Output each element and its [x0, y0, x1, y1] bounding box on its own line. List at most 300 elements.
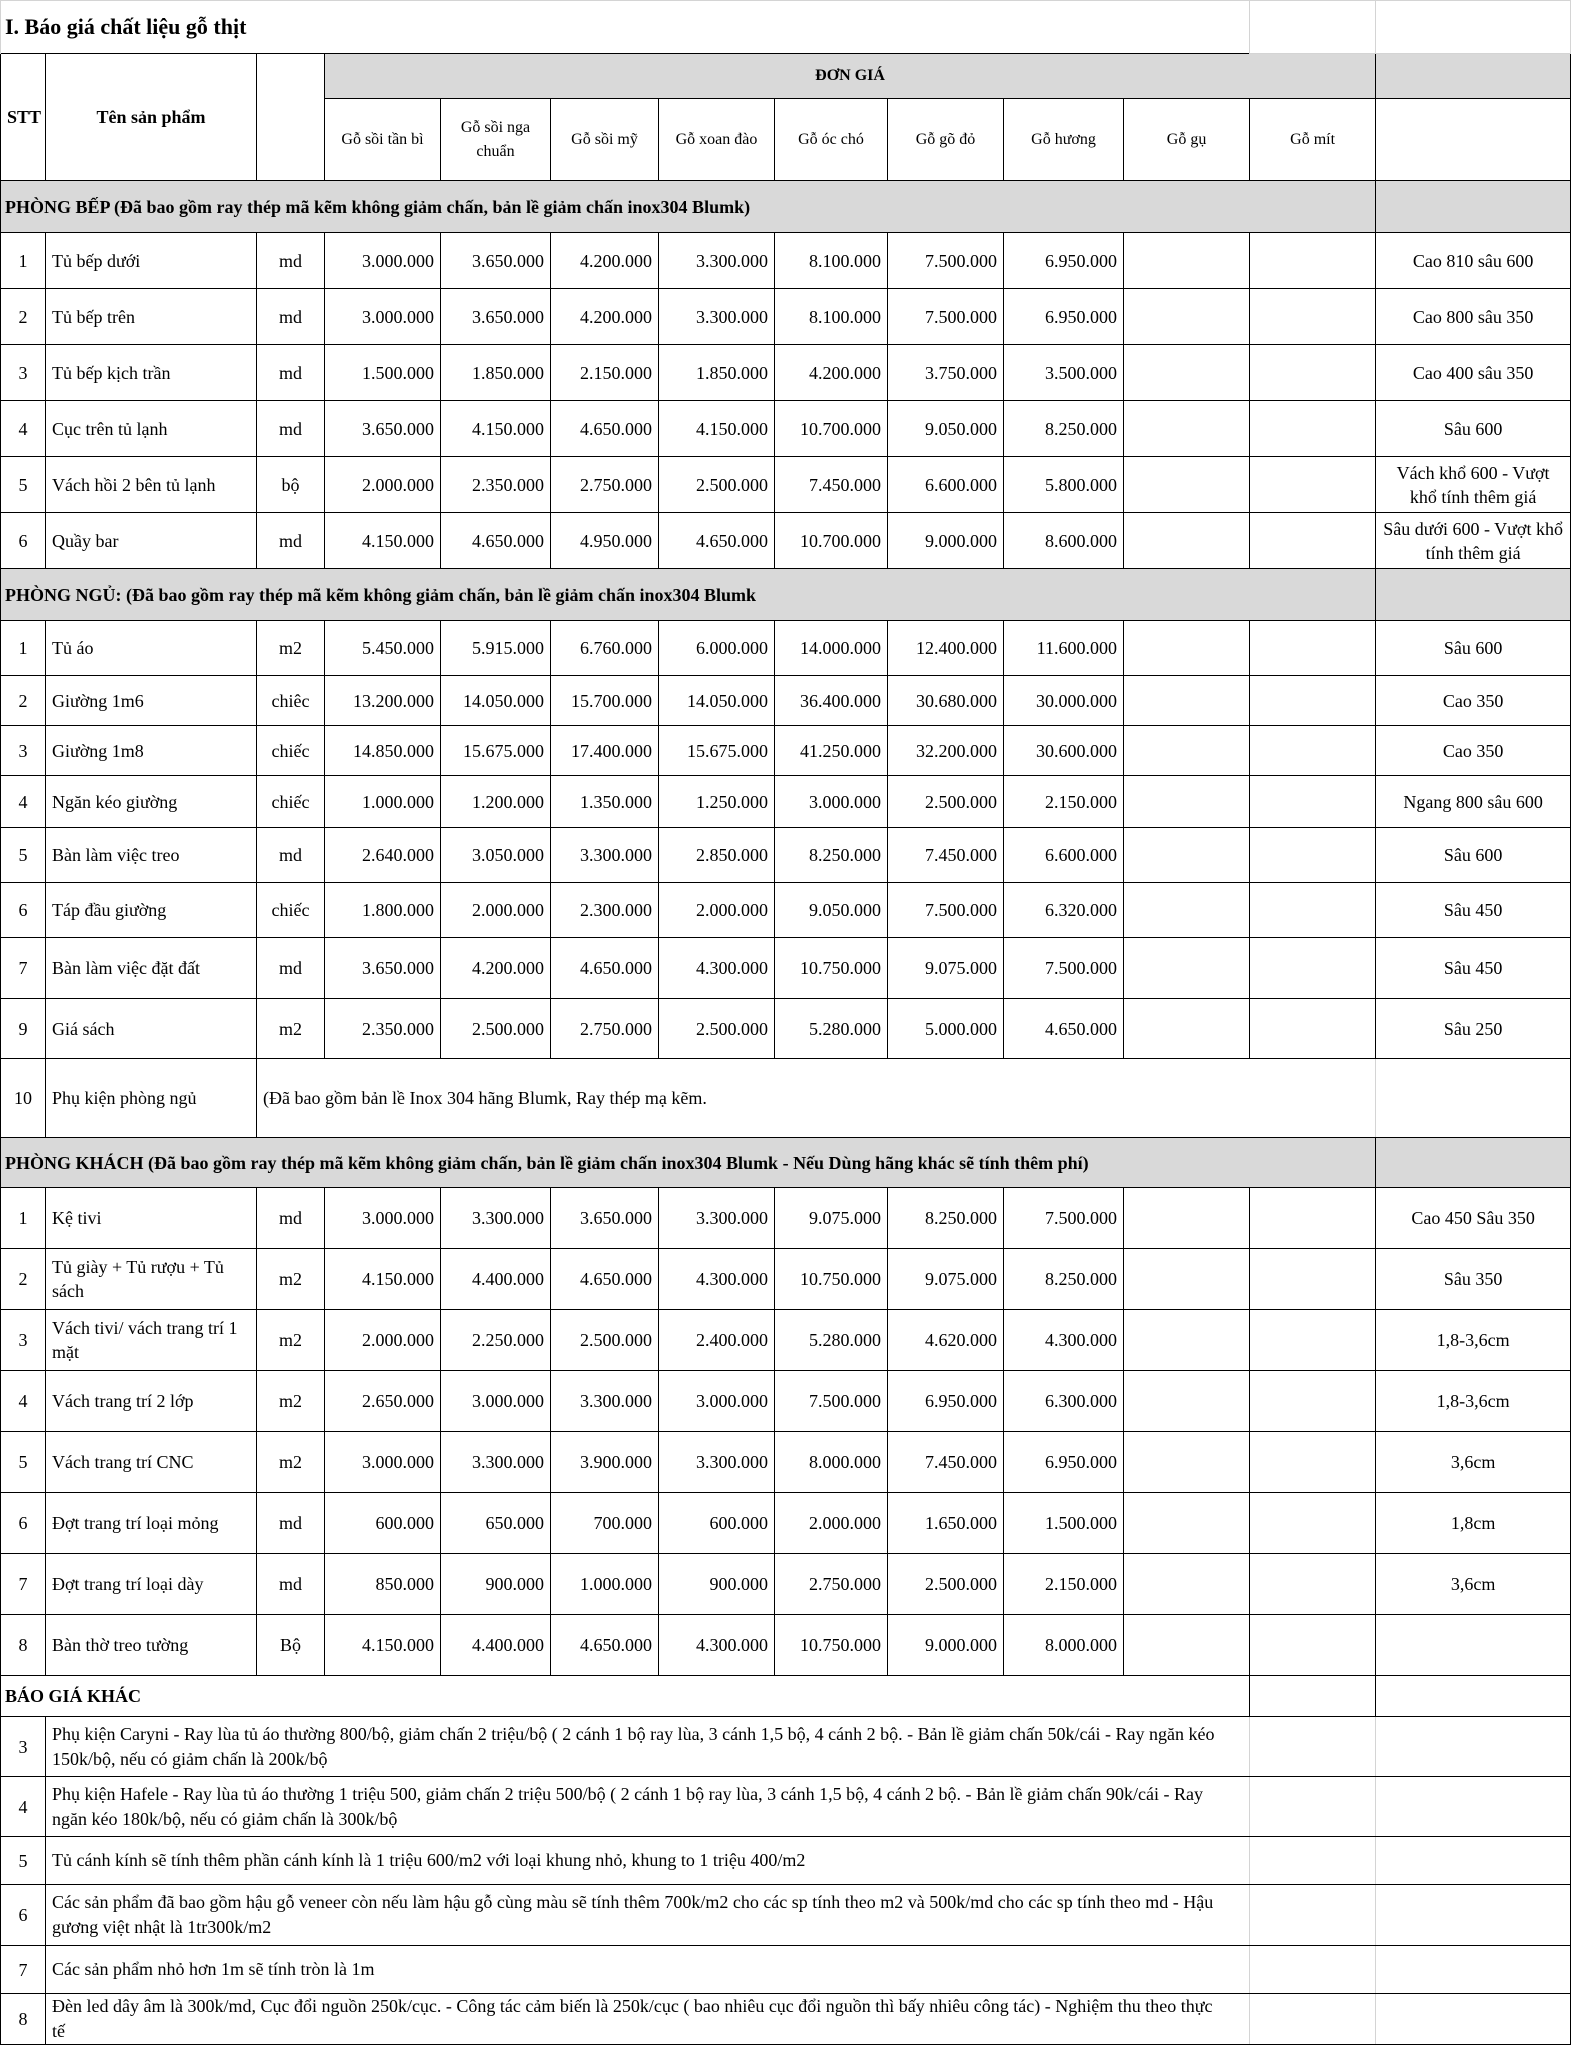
row-price: 4.650.000	[551, 938, 659, 999]
row-price: 9.050.000	[775, 883, 888, 938]
row-price: 3.300.000	[659, 1432, 775, 1493]
row-price	[1124, 1554, 1250, 1615]
row-price: 850.000	[325, 1554, 441, 1615]
accessory-row	[1, 1059, 1571, 1138]
row-product-name: Tủ bếp kịch trần	[46, 345, 257, 401]
header-wood: Gỗ mít	[1250, 99, 1376, 181]
row-stt: 2	[1, 676, 46, 726]
row-price: 8.250.000	[775, 828, 888, 883]
cell[interactable]	[1250, 1777, 1376, 1837]
row-price: 7.500.000	[775, 1371, 888, 1432]
table-row	[1, 1615, 1571, 1676]
cell[interactable]	[1250, 1059, 1376, 1138]
row-price	[1124, 233, 1250, 289]
row-price: 2.300.000	[551, 883, 659, 938]
row-price	[1250, 1188, 1376, 1249]
row-price	[1250, 513, 1376, 569]
row-price: 9.075.000	[775, 1188, 888, 1249]
row-price: 600.000	[659, 1493, 775, 1554]
row-unit: m2	[257, 1310, 325, 1371]
row-note: Vách khổ 600 - Vượt khổ tính thêm giá	[1376, 457, 1571, 513]
cell[interactable]	[1376, 1676, 1571, 1717]
cell[interactable]	[1250, 1885, 1376, 1946]
row-price: 7.500.000	[888, 289, 1004, 345]
row-price: 6.600.000	[888, 457, 1004, 513]
row-price: 3.300.000	[659, 1188, 775, 1249]
row-price	[1124, 289, 1250, 345]
row-price: 3.000.000	[659, 1371, 775, 1432]
row-price: 7.500.000	[1004, 938, 1124, 999]
row-unit: m2	[257, 999, 325, 1059]
header-wood: Gỗ gõ đỏ	[888, 99, 1004, 181]
row-product-name: Vách hồi 2 bên tủ lạnh	[46, 457, 257, 513]
row-product-name: Tủ giày + Tủ rượu + Tủ sách	[46, 1249, 257, 1310]
row-price: 3.000.000	[325, 289, 441, 345]
row-stt: 3	[1, 726, 46, 776]
row-price: 14.050.000	[441, 676, 551, 726]
row-price	[1250, 1554, 1376, 1615]
header-unit	[257, 54, 325, 181]
other-row-text: Tủ cánh kính sẽ tính thêm phần cánh kính là 1 triệu 600/m2 với loại khung nhỏ, khung to 1 triệu 400/m2	[46, 1837, 1250, 1885]
row-price: 4.300.000	[1004, 1310, 1124, 1371]
table-row	[1, 1493, 1571, 1554]
row-price: 10.750.000	[775, 938, 888, 999]
row-price: 30.600.000	[1004, 726, 1124, 776]
other-row-stt: 8	[1, 1994, 46, 2045]
row-stt: 1	[1, 621, 46, 676]
row-price: 4.620.000	[888, 1310, 1004, 1371]
row-price: 9.050.000	[888, 401, 1004, 457]
row-stt: 6	[1, 1493, 46, 1554]
row-price: 2.350.000	[325, 999, 441, 1059]
row-price: 2.000.000	[325, 1310, 441, 1371]
row-stt: 10	[1, 1059, 46, 1138]
row-unit: md	[257, 1554, 325, 1615]
row-price: 14.050.000	[659, 676, 775, 726]
row-stt: 7	[1, 938, 46, 999]
row-product-name: Vách trang trí 2 lớp	[46, 1371, 257, 1432]
row-price: 8.100.000	[775, 289, 888, 345]
other-row-stt: 6	[1, 1885, 46, 1946]
cell[interactable]	[1250, 1946, 1376, 1994]
other-row	[1, 1717, 1571, 1777]
cell[interactable]	[1250, 1676, 1376, 1717]
accessory-text: (Đã bao gồm bản lề Inox 304 hãng Blumk, Ray thép mạ kẽm.	[257, 1059, 1250, 1138]
row-price: 1.650.000	[888, 1493, 1004, 1554]
row-note: 1,8-3,6cm	[1376, 1371, 1571, 1432]
row-price: 8.600.000	[1004, 513, 1124, 569]
row-stt: 5	[1, 1432, 46, 1493]
row-price: 6.950.000	[888, 1371, 1004, 1432]
row-note: Cao 350	[1376, 726, 1571, 776]
cell[interactable]	[1376, 1777, 1571, 1837]
row-price: 6.950.000	[1004, 289, 1124, 345]
row-price: 2.000.000	[659, 883, 775, 938]
row-unit: md	[257, 513, 325, 569]
other-row-text: Đèn led dây âm là 300k/md, Cục đổi nguồn 250k/cục. - Công tác cảm biến là 250k/cục ( bao nhiêu cục đổi nguồn thì bấy nhiêu công tác) - Nghiệm thu theo thực tế	[46, 1994, 1250, 2045]
section-note-cell	[1376, 181, 1571, 233]
row-price	[1124, 883, 1250, 938]
row-price	[1124, 457, 1250, 513]
row-price: 15.675.000	[659, 726, 775, 776]
cell[interactable]	[1376, 1717, 1571, 1777]
row-price: 5.280.000	[775, 999, 888, 1059]
row-product-name: Vách trang trí CNC	[46, 1432, 257, 1493]
row-price: 4.650.000	[551, 1615, 659, 1676]
row-price: 3.650.000	[325, 401, 441, 457]
row-price: 2.250.000	[441, 1310, 551, 1371]
row-unit: Bộ	[257, 1615, 325, 1676]
row-note: 3,6cm	[1376, 1432, 1571, 1493]
row-price: 10.750.000	[775, 1615, 888, 1676]
row-price	[1124, 1188, 1250, 1249]
row-price: 4.400.000	[441, 1615, 551, 1676]
row-price: 1.800.000	[325, 883, 441, 938]
row-price	[1124, 828, 1250, 883]
row-price	[1124, 1371, 1250, 1432]
table-row	[1, 1310, 1571, 1371]
row-price	[1124, 1432, 1250, 1493]
row-price: 8.100.000	[775, 233, 888, 289]
page-title: I. Báo giá chất liệu gỗ thịt	[1, 1, 1250, 54]
row-price: 8.250.000	[888, 1188, 1004, 1249]
cell[interactable]	[1250, 1717, 1376, 1777]
row-price: 7.450.000	[888, 828, 1004, 883]
row-price	[1250, 776, 1376, 828]
row-price: 3.000.000	[325, 1432, 441, 1493]
row-price: 4.150.000	[441, 401, 551, 457]
row-note: Sâu 450	[1376, 938, 1571, 999]
row-unit: md	[257, 401, 325, 457]
row-price: 900.000	[659, 1554, 775, 1615]
row-price: 4.650.000	[551, 1249, 659, 1310]
row-price: 3.300.000	[551, 828, 659, 883]
row-stt: 6	[1, 513, 46, 569]
row-stt: 5	[1, 828, 46, 883]
row-price: 4.400.000	[441, 1249, 551, 1310]
row-price: 6.000.000	[659, 621, 775, 676]
header-stt: STT	[1, 54, 46, 181]
header-row-1	[1, 54, 1571, 99]
row-price: 5.280.000	[775, 1310, 888, 1371]
header-note	[1376, 99, 1571, 181]
row-price: 4.650.000	[659, 513, 775, 569]
row-price: 15.700.000	[551, 676, 659, 726]
row-price	[1250, 883, 1376, 938]
row-price: 5.915.000	[441, 621, 551, 676]
row-price: 2.750.000	[775, 1554, 888, 1615]
row-price: 3.050.000	[441, 828, 551, 883]
row-stt: 1	[1, 1188, 46, 1249]
row-stt: 8	[1, 1615, 46, 1676]
row-price: 12.400.000	[888, 621, 1004, 676]
table-row	[1, 1371, 1571, 1432]
row-product-name: Bàn làm việc treo	[46, 828, 257, 883]
other-row-stt: 3	[1, 1717, 46, 1777]
section-note-cell	[1376, 569, 1571, 621]
other-row-text: Phụ kiện Hafele - Ray lùa tủ áo thường 1 triệu 500, giảm chấn 2 triệu 500/bộ ( 2 cánh 1 bộ ray lùa, 3 cánh 1,5 bộ, 4 cánh 2 bộ. - Bản lề giảm chấn 90k/cái - Ray ngăn kéo 180k/bộ, nếu có giảm chấn là 300k/bộ	[46, 1777, 1250, 1837]
row-price: 6.760.000	[551, 621, 659, 676]
row-price: 1.500.000	[1004, 1493, 1124, 1554]
row-price	[1250, 938, 1376, 999]
table-row	[1, 938, 1571, 999]
row-price: 3.650.000	[551, 1188, 659, 1249]
row-stt: 2	[1, 1249, 46, 1310]
header-wood: Gỗ xoan đào	[659, 99, 775, 181]
row-unit: chiếc	[257, 726, 325, 776]
row-note	[1376, 1615, 1571, 1676]
row-price	[1250, 1615, 1376, 1676]
cell[interactable]	[1250, 1, 1376, 54]
row-price: 2.350.000	[441, 457, 551, 513]
row-price: 3.300.000	[441, 1432, 551, 1493]
cell[interactable]	[1376, 1946, 1571, 1994]
row-price	[1124, 776, 1250, 828]
table-row	[1, 1249, 1571, 1310]
cell[interactable]	[1250, 1837, 1376, 1885]
row-stt: 5	[1, 457, 46, 513]
row-price: 6.600.000	[1004, 828, 1124, 883]
header-price-group: ĐƠN GIÁ	[325, 54, 1376, 99]
row-price	[1124, 726, 1250, 776]
other-row	[1, 1885, 1571, 1946]
other-row-stt: 5	[1, 1837, 46, 1885]
row-price: 3.650.000	[325, 938, 441, 999]
cell[interactable]	[1376, 1837, 1571, 1885]
row-stt: 2	[1, 289, 46, 345]
other-row	[1, 1994, 1571, 2045]
row-price: 10.750.000	[775, 1249, 888, 1310]
cell[interactable]	[1376, 1994, 1571, 2045]
row-price: 1.000.000	[551, 1554, 659, 1615]
row-product-name: Giường 1m8	[46, 726, 257, 776]
row-price: 4.300.000	[659, 1615, 775, 1676]
row-unit: md	[257, 345, 325, 401]
row-price: 3.500.000	[1004, 345, 1124, 401]
row-product-name: Giường 1m6	[46, 676, 257, 726]
row-product-name: Ngăn kéo giường	[46, 776, 257, 828]
row-product-name: Phụ kiện phòng ngủ	[46, 1059, 257, 1138]
row-price: 8.250.000	[1004, 1249, 1124, 1310]
row-note: 1,8cm	[1376, 1493, 1571, 1554]
other-row-text: Các sản phẩm nhỏ hơn 1m sẽ tính tròn là 1m	[46, 1946, 1250, 1994]
row-price: 32.200.000	[888, 726, 1004, 776]
row-price: 1.250.000	[659, 776, 775, 828]
row-note: Sâu 600	[1376, 621, 1571, 676]
row-price: 3.650.000	[441, 233, 551, 289]
table-row	[1, 1188, 1571, 1249]
row-price	[1250, 1371, 1376, 1432]
row-price: 1.850.000	[441, 345, 551, 401]
row-price: 13.200.000	[325, 676, 441, 726]
row-unit: md	[257, 938, 325, 999]
other-row	[1, 1946, 1571, 1994]
section-note-cell	[1376, 1138, 1571, 1188]
row-price: 2.500.000	[441, 999, 551, 1059]
row-price: 4.150.000	[325, 1615, 441, 1676]
table-row	[1, 999, 1571, 1059]
row-price	[1250, 1493, 1376, 1554]
section-header-row	[1, 1138, 1571, 1188]
table-row	[1, 289, 1571, 345]
table-row	[1, 513, 1571, 569]
row-unit: chiếc	[257, 776, 325, 828]
row-price: 5.450.000	[325, 621, 441, 676]
other-section-row	[1, 1676, 1571, 1717]
header-wood: Gỗ sồi mỹ	[551, 99, 659, 181]
row-price: 2.750.000	[551, 999, 659, 1059]
row-product-name: Vách tivi/ vách trang trí 1 mặt	[46, 1310, 257, 1371]
row-note: 3,6cm	[1376, 1554, 1571, 1615]
row-unit: md	[257, 1493, 325, 1554]
row-product-name: Đợt trang trí loại mỏng	[46, 1493, 257, 1554]
row-price: 1.350.000	[551, 776, 659, 828]
row-price: 9.075.000	[888, 938, 1004, 999]
row-product-name: Táp đầu giường	[46, 883, 257, 938]
row-price	[1124, 621, 1250, 676]
row-price: 5.000.000	[888, 999, 1004, 1059]
row-unit: md	[257, 828, 325, 883]
row-price: 2.150.000	[1004, 776, 1124, 828]
row-price: 4.650.000	[441, 513, 551, 569]
row-price: 2.500.000	[888, 1554, 1004, 1615]
row-price: 7.500.000	[888, 233, 1004, 289]
row-price: 4.200.000	[551, 289, 659, 345]
row-stt: 3	[1, 345, 46, 401]
row-price: 30.000.000	[1004, 676, 1124, 726]
row-price: 3.650.000	[441, 289, 551, 345]
section-title: PHÒNG BẾP (Đã bao gồm ray thép mã kẽm không giảm chấn, bản lề giảm chấn inox304 Blumk)	[1, 181, 1376, 233]
row-product-name: Cục trên tủ lạnh	[46, 401, 257, 457]
row-price	[1250, 828, 1376, 883]
table-row	[1, 345, 1571, 401]
row-price: 4.300.000	[659, 938, 775, 999]
row-note: Cao 800 sâu 350	[1376, 289, 1571, 345]
row-price: 4.200.000	[775, 345, 888, 401]
header-wood: Gỗ gụ	[1124, 99, 1250, 181]
row-note: Cao 810 sâu 600	[1376, 233, 1571, 289]
row-unit: m2	[257, 1432, 325, 1493]
other-row-stt: 4	[1, 1777, 46, 1837]
row-price: 2.000.000	[325, 457, 441, 513]
row-price	[1124, 938, 1250, 999]
row-unit: m2	[257, 621, 325, 676]
row-price	[1250, 457, 1376, 513]
row-price: 36.400.000	[775, 676, 888, 726]
row-price: 6.320.000	[1004, 883, 1124, 938]
row-price	[1124, 345, 1250, 401]
row-price: 14.000.000	[775, 621, 888, 676]
row-price	[1250, 1432, 1376, 1493]
table-row	[1, 726, 1571, 776]
row-price: 2.640.000	[325, 828, 441, 883]
row-price	[1250, 999, 1376, 1059]
row-price: 600.000	[325, 1493, 441, 1554]
row-unit: bộ	[257, 457, 325, 513]
row-price: 6.950.000	[1004, 1432, 1124, 1493]
row-price: 2.850.000	[659, 828, 775, 883]
row-note: Cao 400 sâu 350	[1376, 345, 1571, 401]
row-stt: 6	[1, 883, 46, 938]
cell[interactable]	[1376, 1, 1571, 54]
row-price	[1250, 676, 1376, 726]
row-note: 1,8-3,6cm	[1376, 1310, 1571, 1371]
row-stt: 4	[1, 1371, 46, 1432]
table-row	[1, 233, 1571, 289]
row-price: 650.000	[441, 1493, 551, 1554]
row-price	[1124, 999, 1250, 1059]
row-price: 3.000.000	[325, 1188, 441, 1249]
header-wood: Gỗ óc chó	[775, 99, 888, 181]
row-price: 4.200.000	[441, 938, 551, 999]
row-price: 8.000.000	[775, 1432, 888, 1493]
cell[interactable]	[1376, 1059, 1571, 1138]
row-price: 3.750.000	[888, 345, 1004, 401]
row-unit: md	[257, 233, 325, 289]
row-stt: 9	[1, 999, 46, 1059]
row-stt: 4	[1, 401, 46, 457]
row-product-name: Giá sách	[46, 999, 257, 1059]
row-stt: 4	[1, 776, 46, 828]
row-price: 2.750.000	[551, 457, 659, 513]
row-price: 1.000.000	[325, 776, 441, 828]
table-row	[1, 883, 1571, 938]
row-note: Sâu 250	[1376, 999, 1571, 1059]
row-product-name: Bàn làm việc đặt đất	[46, 938, 257, 999]
cell[interactable]	[1376, 1885, 1571, 1946]
other-section-title: BÁO GIÁ KHÁC	[1, 1676, 1250, 1717]
row-note: Cao 350	[1376, 676, 1571, 726]
table-row	[1, 828, 1571, 883]
row-price	[1124, 513, 1250, 569]
table-row	[1, 457, 1571, 513]
table-row	[1, 401, 1571, 457]
row-price	[1250, 233, 1376, 289]
row-price: 7.450.000	[775, 457, 888, 513]
row-price: 3.900.000	[551, 1432, 659, 1493]
row-price: 14.850.000	[325, 726, 441, 776]
cell[interactable]	[1250, 1994, 1376, 2045]
row-price: 3.300.000	[441, 1188, 551, 1249]
row-price: 4.650.000	[551, 401, 659, 457]
row-price: 17.400.000	[551, 726, 659, 776]
row-unit: m2	[257, 1371, 325, 1432]
row-price	[1124, 401, 1250, 457]
row-price: 4.950.000	[551, 513, 659, 569]
row-price: 2.500.000	[659, 457, 775, 513]
header-wood: Gỗ sồi nga chuẩn	[441, 99, 551, 181]
row-price	[1124, 676, 1250, 726]
row-price	[1250, 726, 1376, 776]
row-price: 41.250.000	[775, 726, 888, 776]
row-price	[1124, 1493, 1250, 1554]
row-note: Cao 450 Sâu 350	[1376, 1188, 1571, 1249]
row-price: 900.000	[441, 1554, 551, 1615]
table-row	[1, 776, 1571, 828]
row-price: 30.680.000	[888, 676, 1004, 726]
title-row	[1, 1, 1571, 54]
row-note: Sâu 350	[1376, 1249, 1571, 1310]
row-price: 11.600.000	[1004, 621, 1124, 676]
header-product-name: Tên sản phẩm	[46, 54, 257, 181]
row-price: 2.500.000	[551, 1310, 659, 1371]
header-wood: Gỗ sồi tần bì	[325, 99, 441, 181]
row-price	[1124, 1249, 1250, 1310]
row-note: Sâu 600	[1376, 828, 1571, 883]
row-product-name: Tủ áo	[46, 621, 257, 676]
other-row-text: Các sản phẩm đã bao gồm hậu gỗ veneer còn nếu làm hậu gỗ cùng màu sẽ tính thêm 700k/m2 cho các sp tính theo m2 và 500k/md cho các sp tính theo md - Hậu gương việt nhật là 1tr300k/m2	[46, 1885, 1250, 1946]
row-price: 3.300.000	[551, 1371, 659, 1432]
